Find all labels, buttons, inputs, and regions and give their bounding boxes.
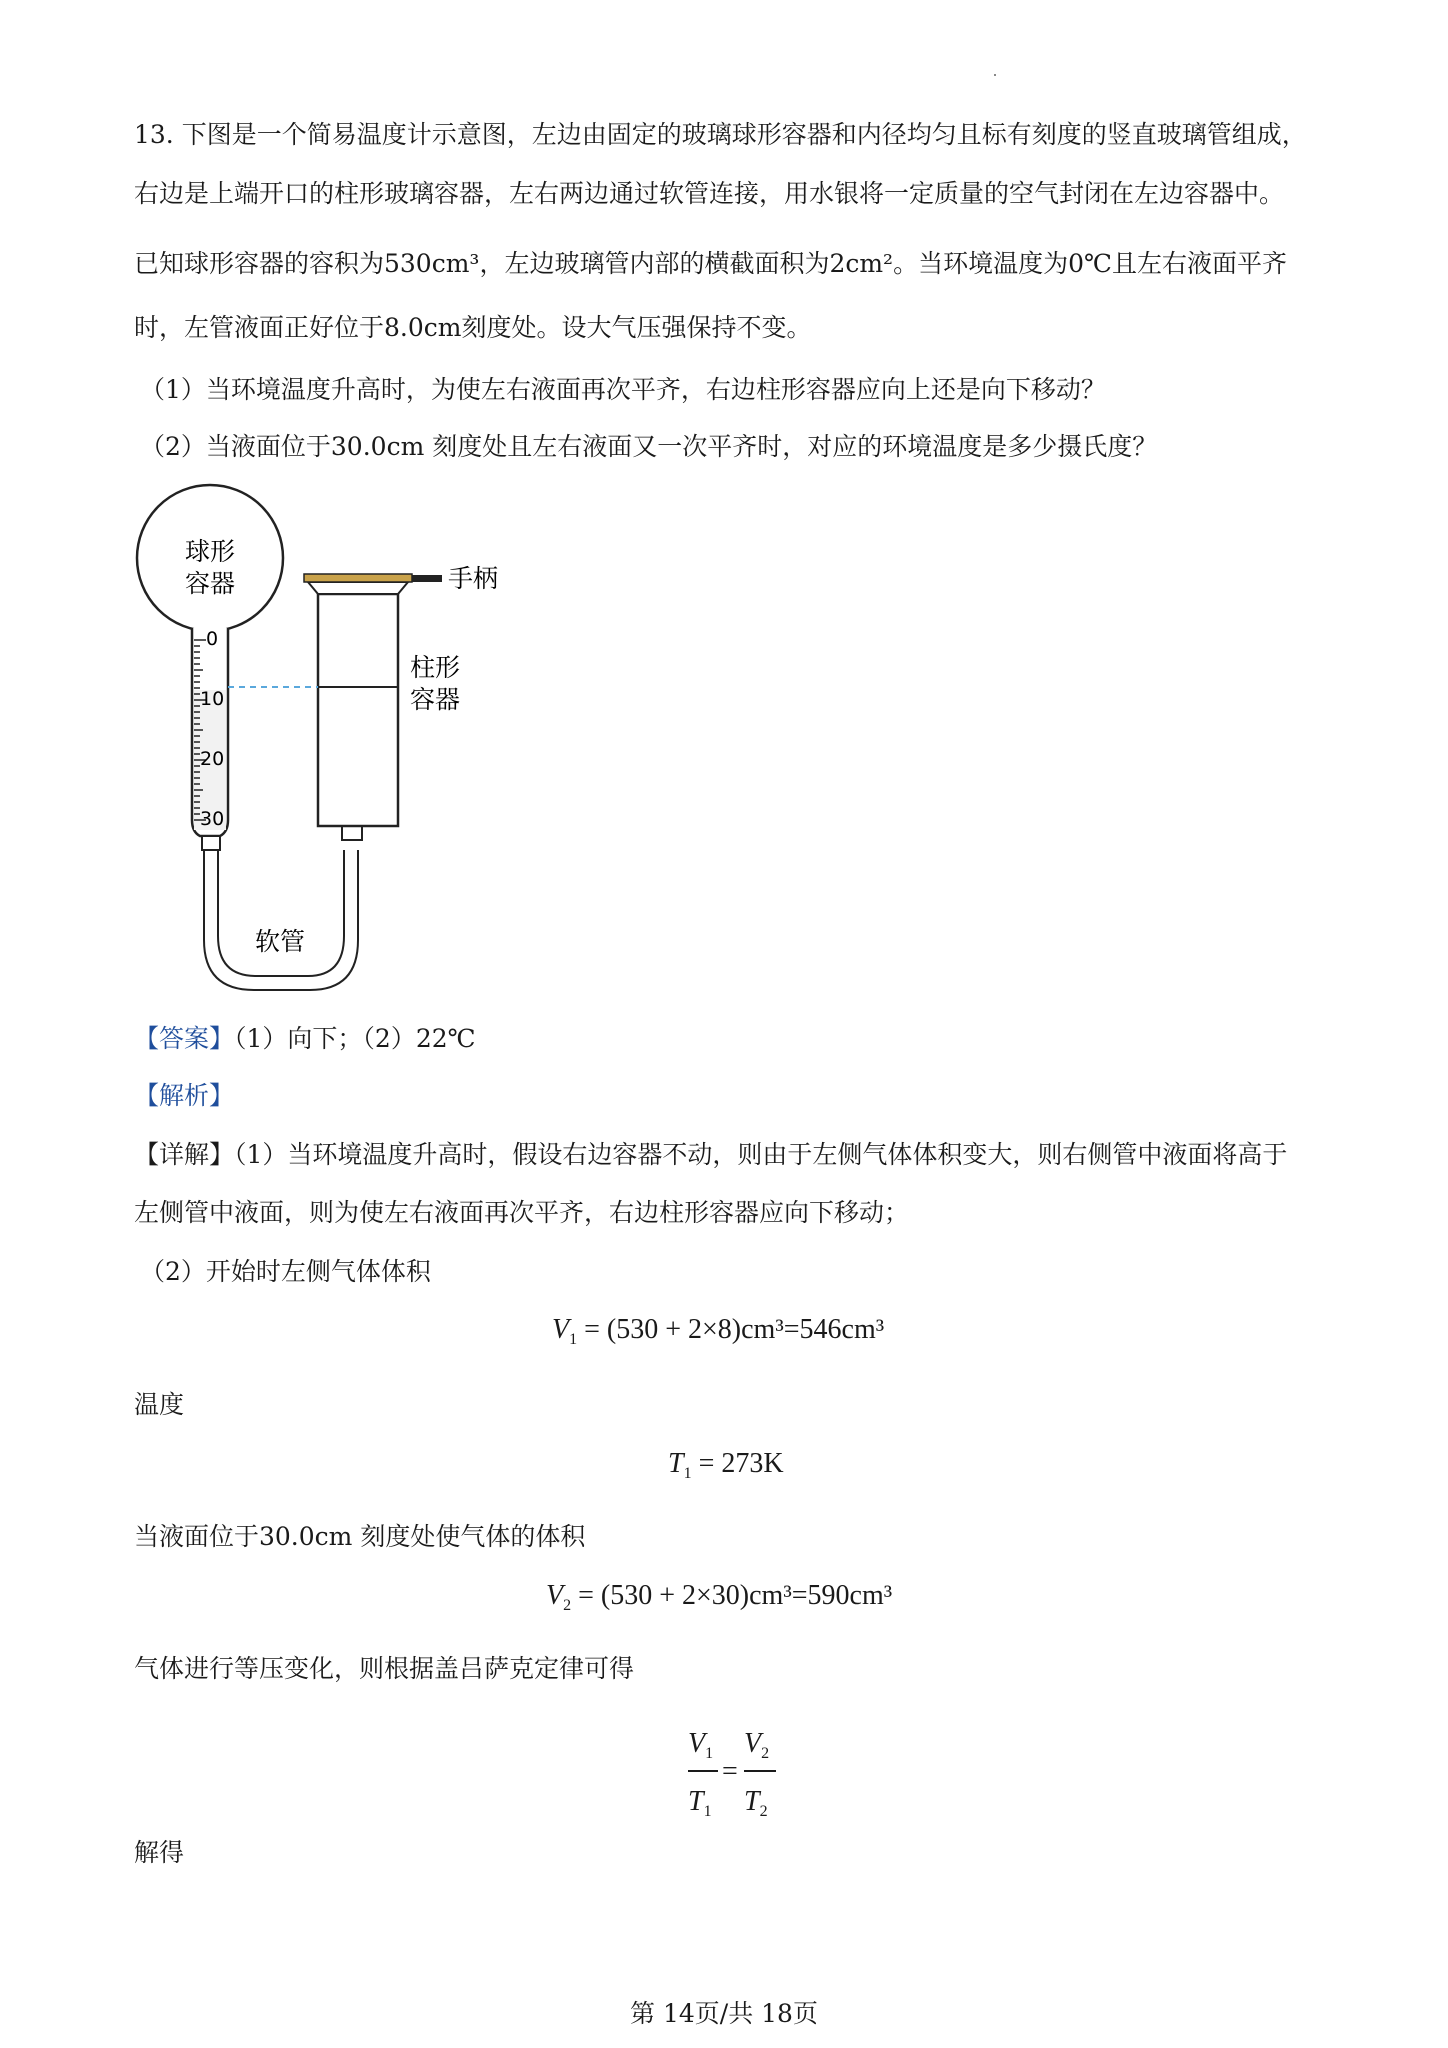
left-connector: [202, 836, 220, 850]
question-line-4: 时，左管液面正好位于8.0cm刻度处。设大气压强保持不变。: [134, 313, 812, 342]
bulb-label-2: 容器: [184, 569, 236, 598]
bulb-label-1: 球形: [184, 537, 236, 566]
formula-v2: $V_2 = (530 + 2\times 30)cm^3=590cm^3$: [546, 1580, 893, 1614]
hose-inner: [218, 850, 344, 976]
stray-dot: [994, 74, 996, 76]
detail-tag: 【详解】: [134, 1140, 235, 1169]
detail-text-1: （1）当环境温度升高时，假设右边容器不动，则由于左侧气体体积变大，则右侧管中液面将高于: [234, 1140, 1288, 1169]
page-footer: 第 14页/共 18页: [630, 1999, 818, 2028]
detail-line-1: [134, 1138, 1287, 1172]
thermometer-diagram: [130, 480, 570, 1000]
right-connector: [342, 826, 362, 840]
cylinder-funnel: [308, 582, 408, 594]
scale-label-10: 10: [200, 688, 225, 710]
temp-label: 温度: [134, 1390, 185, 1419]
solve-label: 解得: [134, 1838, 185, 1867]
cylinder-container: [318, 594, 398, 826]
part2-intro: （2）开始时左侧气体体积: [140, 1257, 431, 1286]
question-part-2: （2）当液面位于30.0cm 刻度处且左右液面又一次平齐时，对应的环境温度是多少摄氏度？: [140, 432, 1158, 461]
answer-tag: 【答案】: [134, 1024, 235, 1053]
formula-v1: $V_1 = (530 + 2\times 8)cm^3=546cm^3$: [552, 1314, 885, 1348]
gay-lussac-formula: $V_1$ $T_1$ = $V_2$ $T_2$: [688, 1728, 778, 1838]
cylinder-label-2: 容器: [410, 685, 461, 714]
answer-text: （1）向下；（2）22℃: [234, 1024, 476, 1053]
cylinder-label-1: 柱形: [410, 653, 461, 682]
hose-outer: [204, 850, 358, 990]
formula-t1: $T_1 = 273K$: [668, 1448, 784, 1482]
scale-label-20: 20: [200, 748, 225, 770]
question-line-1: 13. 下图是一个简易温度计示意图，左边由固定的玻璃球形容器和内径均匀且标有刻度的竖直玻璃管组成，: [134, 120, 1307, 149]
question-part-1: （1）当环境温度升高时，为使左右液面再次平齐，右边柱形容器应向上还是向下移动？: [140, 375, 1106, 404]
question-line-3: 已知球形容器的容积为530cm³，左边玻璃管内部的横截面积为2cm²。当环境温度为0℃且左右液面平齐: [134, 249, 1287, 278]
analysis-tag: 【解析】: [134, 1081, 235, 1110]
scale-label-0: 0: [206, 628, 219, 650]
handle-plate: [304, 574, 412, 582]
handle-label: 手柄: [448, 564, 499, 593]
scale-label-30: 30: [200, 808, 225, 830]
vol30-label: 当液面位于30.0cm 刻度处使气体的体积: [134, 1522, 586, 1551]
hose-label: 软管: [254, 927, 306, 956]
answer-line: [134, 1022, 476, 1056]
handle-bar: [412, 575, 442, 582]
question-line-2: 右边是上端开口的柱形玻璃容器，左右两边通过软管连接，用水银将一定质量的空气封闭在左边容器中。: [134, 179, 1285, 208]
detail-line-2: 左侧管中液面，则为使左右液面再次平齐，右边柱形容器应向下移动；: [134, 1198, 910, 1227]
law-label: 气体进行等压变化，则根据盖吕萨克定律可得: [134, 1654, 635, 1683]
